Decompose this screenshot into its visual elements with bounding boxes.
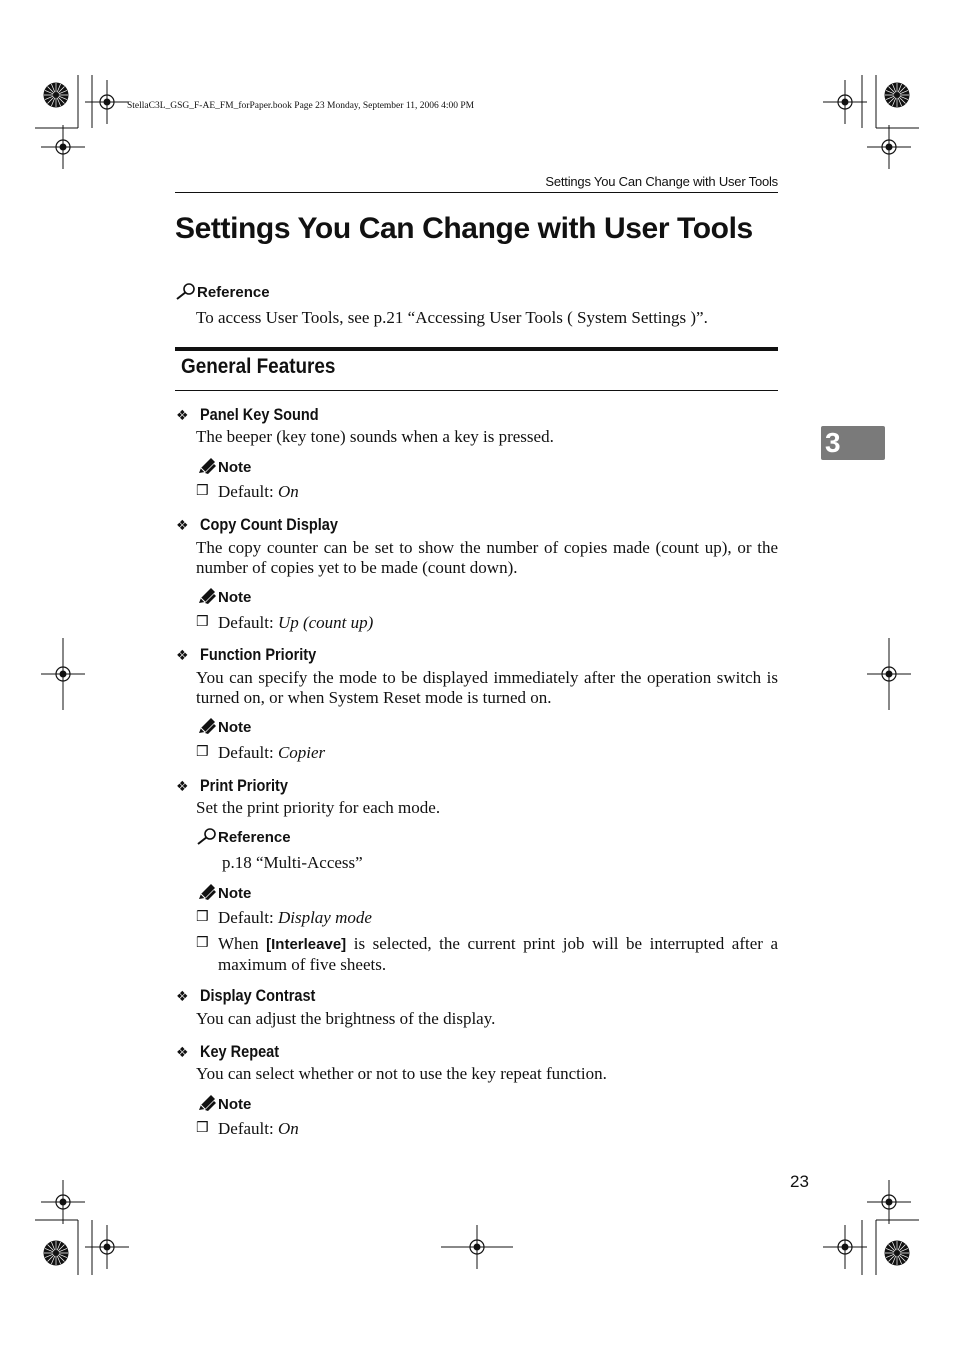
note-heading: Note — [196, 457, 251, 477]
checkbox-bullet-icon: ❒ — [196, 744, 209, 760]
item-desc-display-contrast: You can adjust the brightness of the display. — [196, 1009, 496, 1028]
reference-heading: Reference — [196, 827, 291, 847]
diamond-bullet-icon: ❖ — [176, 778, 189, 794]
item-desc-panel-key-sound: The beeper (key tone) sounds when a key is pressed. — [196, 427, 554, 446]
crop-mark-top-right — [823, 75, 919, 169]
item-heading-key-repeat: ❖ Key Repeat — [176, 1043, 280, 1061]
checkbox-bullet-icon: ❒ — [196, 483, 209, 499]
crop-mark-top-left — [35, 75, 129, 169]
item-heading-display-contrast: ❖ Display Contrast — [176, 987, 316, 1005]
reference-text: To access User Tools, see p.21 “Accessing User Tools ( System Settings )”. — [196, 308, 708, 327]
chapter-tab — [821, 426, 885, 460]
note-heading: Note — [196, 717, 251, 737]
item-heading-panel-key-sound: ❖ Panel Key Sound — [176, 406, 319, 424]
note-item: ❒ When [Interleave] is selected, the current print job will be interrupted after a maximum of five sheets. — [196, 934, 778, 974]
diamond-bullet-icon: ❖ — [176, 647, 189, 663]
note-item: ❒ Default: Up (count up) — [196, 613, 374, 632]
running-head: Settings You Can Change with User Tools — [545, 174, 778, 189]
magnifier-icon — [196, 827, 218, 845]
section-top-rule — [175, 347, 778, 351]
pencil-note-icon — [196, 587, 218, 605]
page-number: 23 — [790, 1172, 809, 1191]
diamond-bullet-icon: ❖ — [176, 1044, 189, 1060]
print-info: StellaC3L_GSG_F-AE_FM_forPaper.book Page 23 Monday, September 11, 2006 4:00 PM — [127, 101, 475, 111]
item-heading-print-priority: ❖ Print Priority — [176, 777, 288, 795]
note-heading: Note — [196, 883, 251, 903]
item-heading-function-priority: ❖ Function Priority — [176, 646, 317, 664]
reference-text: p.18 “Multi-Access” — [222, 853, 363, 872]
note-item: ❒ Default: On — [196, 482, 299, 501]
section-title: General Features — [181, 355, 336, 378]
diamond-bullet-icon: ❖ — [176, 988, 189, 1004]
item-desc-print-priority: Set the print priority for each mode. — [196, 798, 441, 817]
item-desc-copy-count-display: The copy counter can be set to show the number of copies made (count up), or the number of copies yet to be made (count down). — [196, 538, 778, 577]
chapter-number: 3 — [825, 427, 841, 458]
item-desc-key-repeat: You can select whether or not to use the key repeat function. — [196, 1064, 607, 1083]
item-desc-function-priority: You can specify the mode to be displayed immediately after the operation switch is turned on, or when System Reset mode is turned on. — [196, 668, 778, 707]
note-item: ❒ Default: On — [196, 1119, 299, 1138]
checkbox-bullet-icon: ❒ — [196, 614, 209, 630]
crop-mark-bottom-right — [823, 1180, 919, 1275]
section-bottom-rule — [175, 390, 778, 391]
reference-label: Reference — [197, 284, 270, 301]
note-heading: Note — [196, 1094, 251, 1114]
note-item: ❒ Default: Display mode — [196, 908, 372, 927]
crop-mark-bottom-left — [35, 1180, 129, 1275]
pencil-note-icon — [196, 717, 218, 735]
note-item: ❒ Default: Copier — [196, 743, 326, 762]
diamond-bullet-icon: ❖ — [176, 517, 189, 533]
note-heading: Note — [196, 587, 251, 607]
page-title: Settings You Can Change with User Tools — [175, 212, 753, 245]
magnifier-icon — [175, 282, 197, 300]
pencil-note-icon — [196, 457, 218, 475]
item-heading-copy-count-display: ❖ Copy Count Display — [176, 516, 338, 534]
checkbox-bullet-icon: ❒ — [196, 909, 209, 925]
pencil-note-icon — [196, 1094, 218, 1112]
diamond-bullet-icon: ❖ — [176, 407, 189, 423]
checkbox-bullet-icon: ❒ — [196, 1120, 209, 1136]
interleave-key-label: [Interleave] — [266, 936, 347, 953]
pencil-note-icon — [196, 883, 218, 901]
header-rule — [175, 192, 778, 193]
checkbox-bullet-icon: ❒ — [196, 935, 209, 951]
reference-heading — [175, 282, 270, 302]
